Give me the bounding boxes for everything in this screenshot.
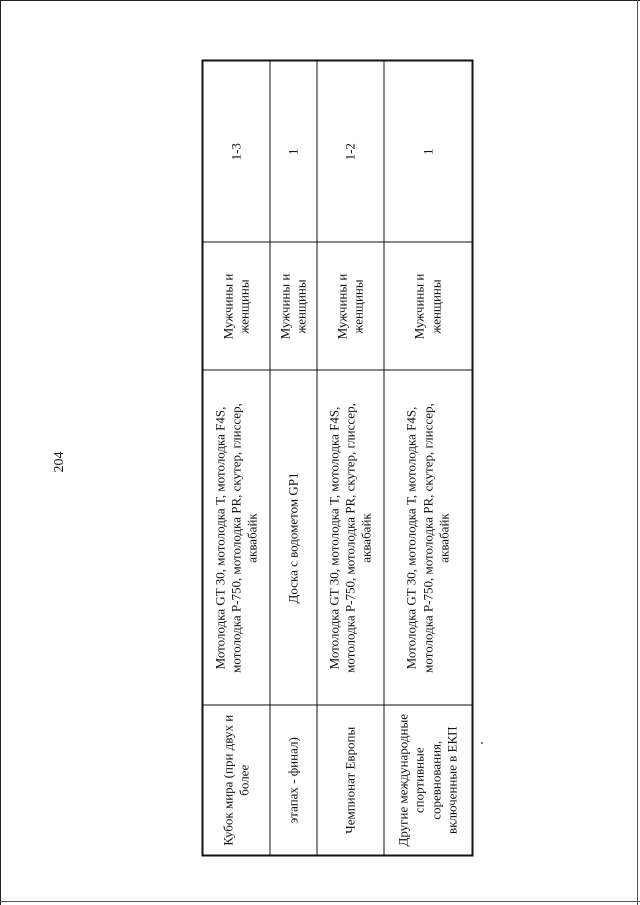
page-border-right <box>637 0 638 905</box>
count-cell: 1 <box>270 61 317 243</box>
table-row <box>317 61 384 856</box>
count-cell: 1-2 <box>317 61 384 243</box>
count-cell: 1 <box>384 61 472 243</box>
scan-speck <box>481 742 483 744</box>
classes-cell: Мотолодка GT 30, мотолодка T, мотолодка F4S, мотолодка P-750, мотолодка PR, скутер, глиссер, аквабайк <box>317 371 384 706</box>
table-row <box>270 61 317 856</box>
classes-cell: Доска с водометом GP1 <box>270 371 317 706</box>
competition-cell: Другие международные спортивные соревнования, включенные в ЕКП <box>384 706 472 856</box>
gender-cell: Мужчины и женщины <box>317 243 384 371</box>
page-number: 204 <box>52 451 67 473</box>
competition-cell-world-cup-top <box>203 706 271 856</box>
world-cup-label-line2: этапах - финал) <box>285 737 301 824</box>
table-row <box>203 61 271 856</box>
world-cup-label-line1: Кубок мира (при двух и более <box>220 714 252 846</box>
competition-cell-world-cup-bottom <box>270 706 317 856</box>
page-border-bottom <box>0 901 640 902</box>
gender-cell: Мужчины и женщины <box>270 243 317 371</box>
gender-cell: Мужчины и женщины <box>384 243 472 371</box>
table-row <box>384 61 472 856</box>
classes-cell: Мотолодка GT 30, мотолодка T, мотолодка F4S, мотолодка P-750, мотолодка PR, скутер, глиссер, аквабайк <box>384 371 472 706</box>
page-border-left <box>0 0 1 905</box>
gender-cell: Мужчины и женщины <box>203 243 271 371</box>
page-border-top <box>0 0 640 1</box>
competition-table-container <box>202 62 474 857</box>
count-cell: 1-3 <box>203 61 271 243</box>
classes-cell: Мотолодка GT 30, мотолодка T, мотолодка F4S, мотолодка P-750, мотолодка PR, скутер, глиссер, аквабайк <box>203 371 271 706</box>
competition-table <box>202 60 474 857</box>
competition-cell: Чемпионат Европы <box>317 706 384 856</box>
